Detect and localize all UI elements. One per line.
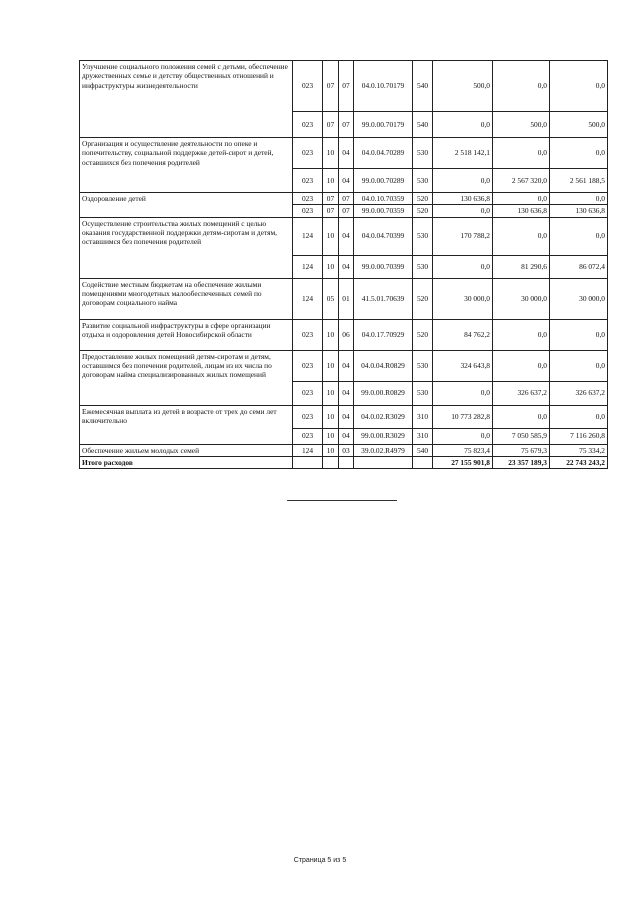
cell-pr: 01 (339, 278, 354, 319)
table-row (80, 319, 608, 350)
cell-csr: 04.0.17.70929 (354, 319, 413, 350)
cell-pr: 07 (339, 193, 354, 205)
cell-gr: 023 (293, 138, 323, 169)
cell-v1: 0,0 (433, 381, 493, 405)
cell-vr: 530 (413, 381, 433, 405)
cell-v2: 500,0 (493, 112, 550, 138)
cell-csr: 04.0.04.70289 (354, 138, 413, 169)
cell-rz: 07 (323, 61, 339, 112)
cell-v1: 0,0 (433, 255, 493, 278)
cell-vr: 520 (413, 278, 433, 319)
table-row (80, 350, 608, 381)
cell-csr: 99.0.00.R3029 (354, 428, 413, 444)
cell-v1: 0,0 (433, 112, 493, 138)
cell-csr: 04.0.10.70179 (354, 61, 413, 112)
cell-v3: 0,0 (550, 217, 608, 255)
cell-vr: 520 (413, 319, 433, 350)
cell-v3: 2 561 188,5 (550, 169, 608, 193)
cell-gr: 023 (293, 193, 323, 205)
cell-v3: 0,0 (550, 138, 608, 169)
cell-csr: 04.0.10.70359 (354, 193, 413, 205)
cell-rz: 10 (323, 255, 339, 278)
cell-v1: 0,0 (433, 205, 493, 217)
cell-vr: 530 (413, 350, 433, 381)
empty-cell (323, 456, 339, 468)
cell-pr: 04 (339, 381, 354, 405)
cell-v3: 500,0 (550, 112, 608, 138)
cell-rz: 10 (323, 444, 339, 456)
cell-v3: 7 116 260,8 (550, 428, 608, 444)
table-row (80, 138, 608, 169)
cell-vr: 530 (413, 217, 433, 255)
cell-pr: 04 (339, 405, 354, 428)
cell-rz: 10 (323, 217, 339, 255)
signature-line (287, 500, 397, 501)
cell-csr: 99.0.00.70289 (354, 169, 413, 193)
cell-gr: 124 (293, 217, 323, 255)
cell-v3: 30 000,0 (550, 278, 608, 319)
cell-gr: 023 (293, 205, 323, 217)
cell-csr: 04.0.02.R3029 (354, 405, 413, 428)
cell-v1: 130 636,8 (433, 193, 493, 205)
cell-v2: 0,0 (493, 138, 550, 169)
cell-gr: 023 (293, 61, 323, 112)
cell-vr: 520 (413, 205, 433, 217)
cell-v1: 30 000,0 (433, 278, 493, 319)
cell-v1: 0,0 (433, 169, 493, 193)
row-name: Оздоровление детей (80, 193, 293, 218)
cell-rz: 10 (323, 405, 339, 428)
cell-rz: 10 (323, 381, 339, 405)
cell-pr: 07 (339, 61, 354, 112)
cell-v2: 30 000,0 (493, 278, 550, 319)
total-row (80, 456, 608, 468)
cell-pr: 04 (339, 138, 354, 169)
cell-pr: 06 (339, 319, 354, 350)
cell-vr: 530 (413, 255, 433, 278)
cell-v1: 75 823,4 (433, 444, 493, 456)
cell-vr: 310 (413, 405, 433, 428)
total-v3: 22 743 243,2 (550, 456, 608, 468)
empty-cell (413, 456, 433, 468)
cell-v1: 500,0 (433, 61, 493, 112)
table-row (80, 193, 608, 205)
cell-vr: 530 (413, 138, 433, 169)
row-name: Развитие социальной инфраструктуры в сфере организации отдыха и оздоровления детей Новосибирской области (80, 319, 293, 350)
cell-gr: 124 (293, 278, 323, 319)
cell-v2: 0,0 (493, 405, 550, 428)
budget-table (79, 60, 608, 469)
page-footer: Страница 5 из 5 (293, 857, 347, 864)
cell-pr: 07 (339, 205, 354, 217)
cell-v3: 0,0 (550, 61, 608, 112)
cell-gr: 023 (293, 112, 323, 138)
row-name: Предоставление жилых помещений детям-сиротам и детям, оставшимся без попечения родителей, лицам из их числа по договорам найма специализированных жилых помещений (80, 350, 293, 405)
cell-v3: 0,0 (550, 193, 608, 205)
cell-v2: 81 290,6 (493, 255, 550, 278)
cell-v2: 0,0 (493, 350, 550, 381)
cell-pr: 03 (339, 444, 354, 456)
cell-v1: 0,0 (433, 428, 493, 444)
cell-pr: 04 (339, 350, 354, 381)
cell-csr: 99.0.00.70399 (354, 255, 413, 278)
empty-cell (293, 456, 323, 468)
cell-v2: 130 636,8 (493, 205, 550, 217)
table-row (80, 217, 608, 255)
cell-rz: 10 (323, 428, 339, 444)
row-name: Содействие местным бюджетам на обеспечение жилыми помещениями многодетных малообеспеченных семей по договорам социального найма (80, 278, 293, 319)
cell-v3: 86 072,4 (550, 255, 608, 278)
cell-v2: 0,0 (493, 217, 550, 255)
cell-csr: 41.5.01.70639 (354, 278, 413, 319)
cell-v2: 0,0 (493, 319, 550, 350)
cell-pr: 07 (339, 112, 354, 138)
total-v1: 27 155 901,8 (433, 456, 493, 468)
cell-gr: 023 (293, 381, 323, 405)
total-v2: 23 357 189,3 (493, 456, 550, 468)
empty-cell (339, 456, 354, 468)
cell-v1: 84 762,2 (433, 319, 493, 350)
cell-rz: 10 (323, 138, 339, 169)
cell-rz: 10 (323, 350, 339, 381)
cell-rz: 07 (323, 193, 339, 205)
cell-v3: 0,0 (550, 319, 608, 350)
cell-v1: 170 788,2 (433, 217, 493, 255)
cell-rz: 10 (323, 319, 339, 350)
cell-v2: 75 679,3 (493, 444, 550, 456)
table-row (80, 61, 608, 112)
row-name: Ежемесячная выплата из детей в возрасте от трех до семи лет включительно (80, 405, 293, 444)
cell-gr: 124 (293, 444, 323, 456)
table-row (80, 444, 608, 456)
row-name: Организация и осуществление деятельности по опеке и попечительству, социальной поддержке детей-сирот и детей, оставшихся без попечения родителей (80, 138, 293, 193)
cell-vr: 540 (413, 112, 433, 138)
cell-v2: 0,0 (493, 193, 550, 205)
cell-pr: 04 (339, 255, 354, 278)
cell-rz: 07 (323, 205, 339, 217)
cell-v1: 324 643,8 (433, 350, 493, 381)
cell-gr: 023 (293, 169, 323, 193)
cell-vr: 310 (413, 428, 433, 444)
cell-pr: 04 (339, 428, 354, 444)
cell-vr: 540 (413, 444, 433, 456)
cell-v3: 0,0 (550, 405, 608, 428)
cell-rz: 05 (323, 278, 339, 319)
cell-v1: 10 773 282,8 (433, 405, 493, 428)
cell-gr: 023 (293, 350, 323, 381)
empty-cell (354, 456, 413, 468)
cell-pr: 04 (339, 169, 354, 193)
cell-gr: 124 (293, 255, 323, 278)
cell-v1: 2 518 142,1 (433, 138, 493, 169)
cell-v3: 130 636,8 (550, 205, 608, 217)
cell-v3: 75 334,2 (550, 444, 608, 456)
cell-v3: 0,0 (550, 350, 608, 381)
cell-gr: 023 (293, 428, 323, 444)
cell-v2: 326 637,2 (493, 381, 550, 405)
cell-csr: 99.0.00.70179 (354, 112, 413, 138)
cell-rz: 07 (323, 112, 339, 138)
cell-gr: 023 (293, 405, 323, 428)
total-label: Итого расходов (80, 456, 293, 468)
cell-v2: 2 567 320,0 (493, 169, 550, 193)
cell-gr: 023 (293, 319, 323, 350)
cell-v3: 326 637,2 (550, 381, 608, 405)
cell-csr: 39.0.02.R4979 (354, 444, 413, 456)
table-row (80, 278, 608, 319)
row-name: Осуществление строительства жилых помещений с целью оказания государственной поддержки детям-сиротам и детям, оставшимся без попечения родителей (80, 217, 293, 278)
cell-rz: 10 (323, 169, 339, 193)
row-name: Обеспечение жильем молодых семей (80, 444, 293, 456)
cell-csr: 04.0.04.R0829 (354, 350, 413, 381)
row-name: Улучшение социального положения семей с детьми, обеспечение дружественных семье и детству общественных отношений и инфраструктуры жизнедеятельности (80, 61, 293, 138)
cell-v2: 0,0 (493, 61, 550, 112)
cell-v2: 7 050 585,9 (493, 428, 550, 444)
cell-vr: 520 (413, 193, 433, 205)
cell-csr: 04.0.04.70399 (354, 217, 413, 255)
cell-pr: 04 (339, 217, 354, 255)
table-row (80, 405, 608, 428)
cell-vr: 530 (413, 169, 433, 193)
cell-csr: 99.0.00.70359 (354, 205, 413, 217)
cell-vr: 540 (413, 61, 433, 112)
cell-csr: 99.0.00.R0829 (354, 381, 413, 405)
